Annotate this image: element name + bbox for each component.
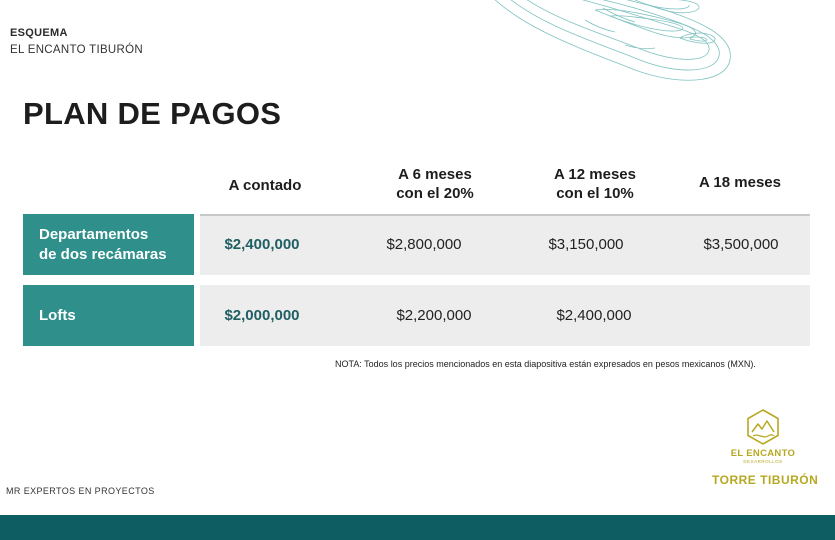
header-eyebrow: ESQUEMA [10, 27, 68, 39]
tower-name: TORRE TIBURÓN [712, 473, 819, 487]
price-cell: $2,200,000 [396, 307, 472, 324]
column-header-6-meses: A 6 meses con el 20% [396, 166, 474, 202]
currency-note: NOTA: Todos los precios mencionados en esta diapositiva están expresados en pesos mexicanos (MXN). [335, 359, 756, 369]
header-subtitle: EL ENCANTO TIBURÓN [10, 44, 143, 56]
row-label-lofts: Lofts [23, 285, 194, 346]
logo-name: EL ENCANTO [730, 448, 796, 459]
logo-sub: DESARROLLOS [743, 459, 783, 464]
price-cell: $3,500,000 [703, 236, 779, 253]
mountain-hexagon-icon [745, 408, 781, 446]
footer-bar [0, 515, 835, 540]
column-header-contado: A contado [228, 177, 302, 194]
page-title: PLAN DE PAGOS [23, 96, 282, 131]
column-header-12-meses: A 12 meses con el 10% [553, 166, 636, 202]
footer-credit: MR EXPERTOS EN PROYECTOS [6, 486, 155, 496]
row-label-departamentos: Departamentos de dos recámaras [23, 214, 194, 275]
price-cell: $2,000,000 [224, 307, 300, 324]
price-cell: $2,800,000 [386, 236, 462, 253]
price-cell: $2,400,000 [556, 307, 632, 324]
price-cell: $2,400,000 [224, 236, 300, 253]
price-cell: $3,150,000 [548, 236, 624, 253]
topographic-lines-decoration [485, 0, 745, 90]
column-header-18-meses: A 18 meses [698, 174, 781, 191]
brand-logo [722, 408, 804, 464]
